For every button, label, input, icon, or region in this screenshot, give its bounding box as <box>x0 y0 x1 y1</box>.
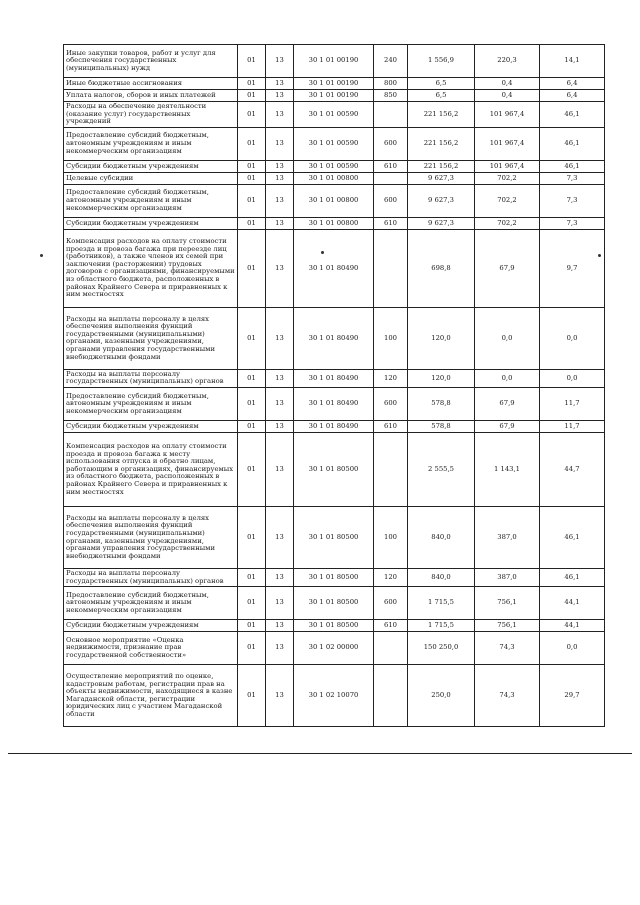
table-row <box>64 184 605 217</box>
row-subsection: 13 <box>266 507 294 569</box>
row-subsection: 13 <box>266 665 294 727</box>
row-percent: 7,3 <box>540 184 605 217</box>
row-expense-type: 600 <box>374 388 408 421</box>
row-percent: 7,3 <box>540 217 605 229</box>
row-subsection: 13 <box>266 45 294 78</box>
row-target-code: 30 1 01 00190 <box>294 78 374 90</box>
row-section: 01 <box>238 90 266 102</box>
row-plan-value: 150 250,0 <box>408 632 475 665</box>
row-name: Расходы на выплаты персоналу в целях обеспечения выполнения функций государственными (муниципальными) органами, казенными учреждениями, органами управления государственными внебюджетными фондами <box>64 507 238 569</box>
row-subsection: 13 <box>266 569 294 587</box>
row-target-code: 30 1 01 80490 <box>294 307 374 369</box>
row-percent: 0,0 <box>540 369 605 387</box>
table-row <box>64 587 605 620</box>
row-name: Иные закупки товаров, работ и услуг для обеспечения государственных (муниципальных) нужд <box>64 45 238 78</box>
row-name: Компенсация расходов на оплату стоимости проезда и провоза багажа к месту использования отпуска и обратно лицам, работающим в организациях, финансируемых из областного бюджета, расположенных в районах Крайнего Севера и приравненных к ним местностях <box>64 433 238 507</box>
row-executed-value: 74,3 <box>475 632 540 665</box>
row-percent: 44,1 <box>540 620 605 632</box>
row-section: 01 <box>238 507 266 569</box>
row-executed-value: 74,3 <box>475 665 540 727</box>
row-section: 01 <box>238 78 266 90</box>
row-executed-value: 702,2 <box>475 172 540 184</box>
row-percent: 44,1 <box>540 587 605 620</box>
row-section: 01 <box>238 184 266 217</box>
row-percent: 9,7 <box>540 229 605 307</box>
row-section: 01 <box>238 433 266 507</box>
row-executed-value: 1 143,1 <box>475 433 540 507</box>
row-plan-value: 6,5 <box>408 78 475 90</box>
row-expense-type <box>374 665 408 727</box>
row-plan-value: 1 715,5 <box>408 587 475 620</box>
row-name: Субсидии бюджетным учреждениям <box>64 421 238 433</box>
row-name: Расходы на обеспечение деятельности (оказание услуг) государственных учреждений <box>64 102 238 128</box>
budget-table <box>63 44 605 727</box>
row-expense-type: 120 <box>374 569 408 587</box>
scan-dot <box>321 251 324 254</box>
table-body <box>64 45 605 727</box>
row-percent: 46,1 <box>540 507 605 569</box>
row-plan-value: 120,0 <box>408 307 475 369</box>
table-row <box>64 632 605 665</box>
row-section: 01 <box>238 665 266 727</box>
row-subsection: 13 <box>266 587 294 620</box>
row-target-code: 30 1 02 00000 <box>294 632 374 665</box>
row-section: 01 <box>238 620 266 632</box>
row-name: Осуществление мероприятий по оценке, кадастровым работам, регистрации прав на объекты недвижимости, находящиеся в казне Магаданской области, регистрации юридических лиц с участием Магаданской области <box>64 665 238 727</box>
row-expense-type: 800 <box>374 78 408 90</box>
row-target-code: 30 1 01 80500 <box>294 507 374 569</box>
row-percent: 7,3 <box>540 172 605 184</box>
row-target-code: 30 1 01 00800 <box>294 217 374 229</box>
table-row <box>64 307 605 369</box>
row-name: Предоставление субсидий бюджетным, автономным учреждениям и иным некоммерческим организациям <box>64 388 238 421</box>
row-percent: 11,7 <box>540 421 605 433</box>
row-executed-value: 67,9 <box>475 229 540 307</box>
row-expense-type: 100 <box>374 307 408 369</box>
row-subsection: 13 <box>266 184 294 217</box>
row-name: Уплата налогов, сборов и иных платежей <box>64 90 238 102</box>
table-row <box>64 127 605 160</box>
row-subsection: 13 <box>266 433 294 507</box>
row-percent: 46,1 <box>540 569 605 587</box>
table-row <box>64 421 605 433</box>
row-expense-type <box>374 172 408 184</box>
row-executed-value: 702,2 <box>475 184 540 217</box>
row-expense-type: 610 <box>374 160 408 172</box>
row-name: Целевые субсидии <box>64 172 238 184</box>
row-target-code: 30 1 01 80490 <box>294 229 374 307</box>
row-expense-type: 100 <box>374 507 408 569</box>
scan-dot <box>40 254 43 257</box>
row-name: Расходы на выплаты персоналу государственных (муниципальных) органов <box>64 369 238 387</box>
table-row <box>64 620 605 632</box>
row-target-code: 30 1 01 80490 <box>294 388 374 421</box>
row-expense-type: 610 <box>374 421 408 433</box>
table-row <box>64 90 605 102</box>
row-name: Предоставление субсидий бюджетным, автономным учреждениям и иным некоммерческим организациям <box>64 184 238 217</box>
table-row <box>64 665 605 727</box>
row-subsection: 13 <box>266 388 294 421</box>
row-target-code: 30 1 01 80490 <box>294 369 374 387</box>
row-section: 01 <box>238 587 266 620</box>
row-section: 01 <box>238 307 266 369</box>
row-subsection: 13 <box>266 217 294 229</box>
row-section: 01 <box>238 632 266 665</box>
row-plan-value: 6,5 <box>408 90 475 102</box>
row-percent: 11,7 <box>540 388 605 421</box>
row-plan-value: 840,0 <box>408 569 475 587</box>
row-plan-value: 1 715,5 <box>408 620 475 632</box>
row-expense-type: 600 <box>374 127 408 160</box>
row-executed-value: 0,4 <box>475 90 540 102</box>
row-percent: 46,1 <box>540 127 605 160</box>
row-name: Субсидии бюджетным учреждениям <box>64 620 238 632</box>
table-row <box>64 78 605 90</box>
row-executed-value: 67,9 <box>475 388 540 421</box>
row-section: 01 <box>238 45 266 78</box>
row-subsection: 13 <box>266 127 294 160</box>
row-target-code: 30 1 01 00590 <box>294 127 374 160</box>
table-row <box>64 569 605 587</box>
row-subsection: 13 <box>266 102 294 128</box>
row-target-code: 30 1 01 00800 <box>294 172 374 184</box>
row-executed-value: 387,0 <box>475 507 540 569</box>
row-subsection: 13 <box>266 307 294 369</box>
row-target-code: 30 1 01 80490 <box>294 421 374 433</box>
row-executed-value: 756,1 <box>475 587 540 620</box>
row-plan-value: 250,0 <box>408 665 475 727</box>
row-target-code: 30 1 01 00190 <box>294 45 374 78</box>
row-section: 01 <box>238 388 266 421</box>
row-target-code: 30 1 01 00590 <box>294 102 374 128</box>
row-expense-type <box>374 102 408 128</box>
row-name: Субсидии бюджетным учреждениям <box>64 160 238 172</box>
row-name: Расходы на выплаты персоналу в целях обеспечения выполнения функций государственными (муниципальными) органами, казенными учреждениями, органами управления государственными внебюджетными фондами <box>64 307 238 369</box>
row-plan-value: 9 627,3 <box>408 184 475 217</box>
row-section: 01 <box>238 569 266 587</box>
table-row <box>64 102 605 128</box>
row-section: 01 <box>238 127 266 160</box>
row-plan-value: 578,8 <box>408 421 475 433</box>
row-name: Субсидии бюджетным учреждениям <box>64 217 238 229</box>
row-percent: 0,0 <box>540 632 605 665</box>
row-plan-value: 221 156,2 <box>408 127 475 160</box>
row-subsection: 13 <box>266 172 294 184</box>
row-expense-type <box>374 229 408 307</box>
row-plan-value: 1 556,9 <box>408 45 475 78</box>
row-plan-value: 2 555,5 <box>408 433 475 507</box>
row-executed-value: 0,4 <box>475 78 540 90</box>
row-name: Предоставление субсидий бюджетным, автономным учреждениям и иным некоммерческим организациям <box>64 127 238 160</box>
row-percent: 6,4 <box>540 90 605 102</box>
table-row <box>64 507 605 569</box>
scan-dot <box>598 254 601 257</box>
row-executed-value: 0,0 <box>475 369 540 387</box>
row-name: Предоставление субсидий бюджетным, автономным учреждениям и иным некоммерческим организациям <box>64 587 238 620</box>
row-executed-value: 67,9 <box>475 421 540 433</box>
table-row <box>64 433 605 507</box>
row-plan-value: 120,0 <box>408 369 475 387</box>
row-plan-value: 221 156,2 <box>408 160 475 172</box>
row-plan-value: 840,0 <box>408 507 475 569</box>
row-expense-type: 850 <box>374 90 408 102</box>
row-percent: 46,1 <box>540 102 605 128</box>
table-row <box>64 229 605 307</box>
row-percent: 6,4 <box>540 78 605 90</box>
row-name: Компенсация расходов на оплату стоимости проезда и провоза багажа при переезде лиц (работников), а также членов их семей при заключении (расторжении) трудовых договоров с организациями, финансируемыми из областного бюджета, расположенных в районах Крайнего Севера и приравненных к ним местностях <box>64 229 238 307</box>
table-row <box>64 369 605 387</box>
table-row <box>64 217 605 229</box>
table-row <box>64 160 605 172</box>
row-subsection: 13 <box>266 90 294 102</box>
row-executed-value: 101 967,4 <box>475 102 540 128</box>
row-expense-type: 610 <box>374 620 408 632</box>
row-percent: 46,1 <box>540 160 605 172</box>
row-expense-type <box>374 632 408 665</box>
row-section: 01 <box>238 217 266 229</box>
row-expense-type: 600 <box>374 587 408 620</box>
row-section: 01 <box>238 172 266 184</box>
row-section: 01 <box>238 229 266 307</box>
row-subsection: 13 <box>266 160 294 172</box>
row-subsection: 13 <box>266 620 294 632</box>
row-percent: 14,1 <box>540 45 605 78</box>
row-plan-value: 221 156,2 <box>408 102 475 128</box>
row-name: Расходы на выплаты персоналу государственных (муниципальных) органов <box>64 569 238 587</box>
row-plan-value: 9 627,3 <box>408 172 475 184</box>
table-row <box>64 388 605 421</box>
row-expense-type: 600 <box>374 184 408 217</box>
row-name: Основное мероприятие «Оценка недвижимости, признание прав государственной собственности» <box>64 632 238 665</box>
row-target-code: 30 1 01 00590 <box>294 160 374 172</box>
row-expense-type: 240 <box>374 45 408 78</box>
row-executed-value: 220,3 <box>475 45 540 78</box>
row-name: Иные бюджетные ассигнования <box>64 78 238 90</box>
row-executed-value: 101 967,4 <box>475 160 540 172</box>
row-subsection: 13 <box>266 369 294 387</box>
row-target-code: 30 1 01 80500 <box>294 569 374 587</box>
row-subsection: 13 <box>266 632 294 665</box>
row-expense-type <box>374 433 408 507</box>
row-percent: 44,7 <box>540 433 605 507</box>
row-subsection: 13 <box>266 229 294 307</box>
table-row <box>64 45 605 78</box>
row-executed-value: 0,0 <box>475 307 540 369</box>
row-executed-value: 387,0 <box>475 569 540 587</box>
row-section: 01 <box>238 421 266 433</box>
row-percent: 29,7 <box>540 665 605 727</box>
row-executed-value: 702,2 <box>475 217 540 229</box>
row-target-code: 30 1 01 80500 <box>294 587 374 620</box>
row-executed-value: 101 967,4 <box>475 127 540 160</box>
row-target-code: 30 1 01 00800 <box>294 184 374 217</box>
row-target-code: 30 1 02 10070 <box>294 665 374 727</box>
row-percent: 0,0 <box>540 307 605 369</box>
row-plan-value: 698,8 <box>408 229 475 307</box>
row-target-code: 30 1 01 80500 <box>294 433 374 507</box>
row-expense-type: 610 <box>374 217 408 229</box>
row-target-code: 30 1 01 00190 <box>294 90 374 102</box>
row-plan-value: 578,8 <box>408 388 475 421</box>
row-executed-value: 756,1 <box>475 620 540 632</box>
row-target-code: 30 1 01 80500 <box>294 620 374 632</box>
row-subsection: 13 <box>266 421 294 433</box>
row-section: 01 <box>238 160 266 172</box>
row-expense-type: 120 <box>374 369 408 387</box>
row-section: 01 <box>238 102 266 128</box>
row-subsection: 13 <box>266 78 294 90</box>
row-plan-value: 9 627,3 <box>408 217 475 229</box>
page-bottom-rule <box>8 753 632 754</box>
row-section: 01 <box>238 369 266 387</box>
table-row <box>64 172 605 184</box>
